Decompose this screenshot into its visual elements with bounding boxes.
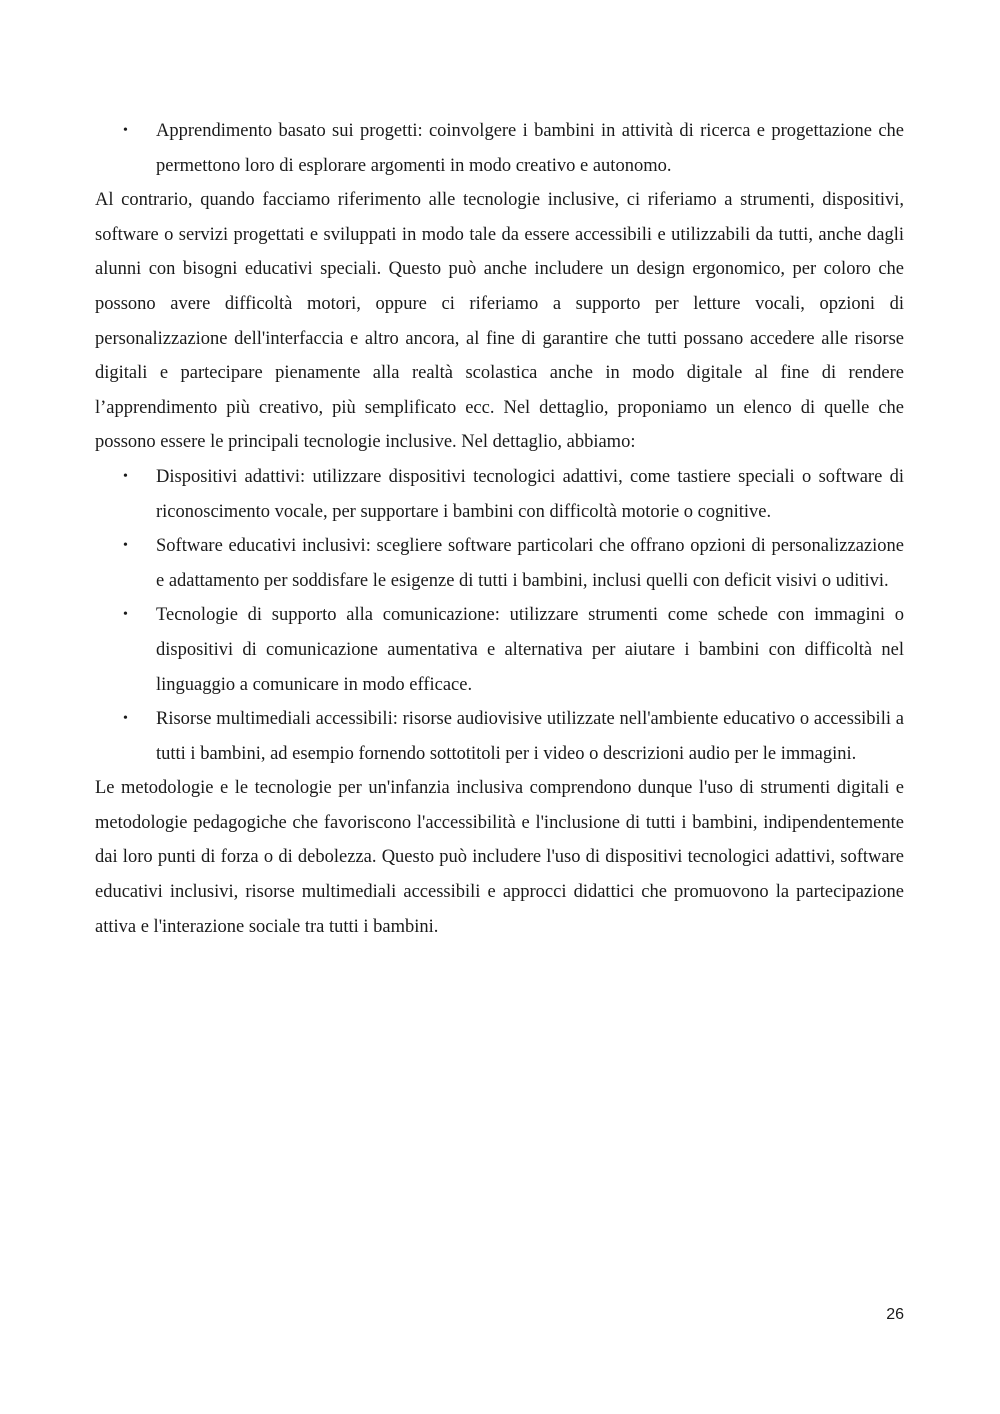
bullet-icon: •: [123, 607, 128, 623]
list-item: [95, 529, 904, 598]
bullet-text: Dispositivi adattivi: utilizzare dispositivi tecnologici adattivi, come tastiere speciali o software di riconoscimento vocale, per supportare i bambini con difficoltà motorie o cognitive.: [156, 466, 904, 522]
bullet-text: Risorse multimediali accessibili: risorse audiovisive utilizzate nell'ambiente educativo o accessibili a tutti i bambini, ad esempio fornendo sottotitoli per i video o descrizioni audio per le immagini.: [156, 709, 904, 764]
bullet-icon: •: [123, 538, 128, 554]
bullet-icon: •: [123, 711, 128, 727]
bullet-icon: •: [123, 123, 128, 138]
list-item: [95, 702, 904, 771]
paragraph: Al contrario, quando facciamo riferimento alle tecnologie inclusive, ci riferiamo a strumenti, dispositivi, software o servizi progettati e sviluppati in modo tale da essere accessibili e utilizzabili da tutti, anche dagli alunni con bisogni educativi speciali. Questo può anche includere un design ergonomico, per coloro che possono avere difficoltà motori, oppure ci riferiamo a supporto per letture vocali, opzioni di personalizzazione dell'interfaccia e altro ancora, al fine di garantire che tutti possano accedere alle risorse digitali e partecipare pienamente alla realtà scolastica anche in modo digitale al fine di rendere l’apprendimento più creativo, più semplificato ecc. Nel dettaglio, proponiamo un elenco di quelle che possono essere le principali tecnologie inclusive. Nel dettaglio, abbiamo:: [95, 190, 904, 453]
bullet-icon: •: [123, 468, 128, 484]
technology-bullet-list: [95, 460, 904, 771]
body-text: [95, 114, 904, 944]
bullet-text: Software educativi inclusivi: scegliere software particolari che offrano opzioni di personalizzazione e adattamento per soddisfare le esigenze di tutti i bambini, inclusi quelli con deficit visivi o uditivi.: [156, 536, 904, 591]
page-number: 26: [886, 1306, 904, 1323]
bullet-text: Apprendimento basato sui progetti: coinvolgere i bambini in attività di ricerca e progettazione che permettono loro di esplorare argomenti in modo creativo e autonomo.: [156, 121, 904, 176]
bullet-text: Tecnologie di supporto alla comunicazione: utilizzare strumenti come schede con immagini o dispositivi di comunicazione aumentativa e alternativa per aiutare i bambini con difficoltà nel linguaggio a comunicare in modo efficace.: [156, 605, 904, 695]
list-item: [95, 460, 904, 529]
list-item: [95, 598, 904, 702]
paragraph: Le metodologie e le tecnologie per un'infanzia inclusiva comprendono dunque l'uso di strumenti digitali e metodologie pedagogiche che favoriscono l'accessibilità e l'inclusione di tutti i bambini, indipendentemente dai loro punti di forza o di debolezza. Questo può includere l'uso di dispositivi tecnologici adattivi, software educativi inclusivi, risorse multimediali accessibili e approcci didattici che promuovono la partecipazione attiva e l'interazione sociale tra tutti i bambini.: [95, 778, 904, 937]
list-item: [95, 114, 904, 183]
top-bullet-list: [95, 114, 904, 183]
